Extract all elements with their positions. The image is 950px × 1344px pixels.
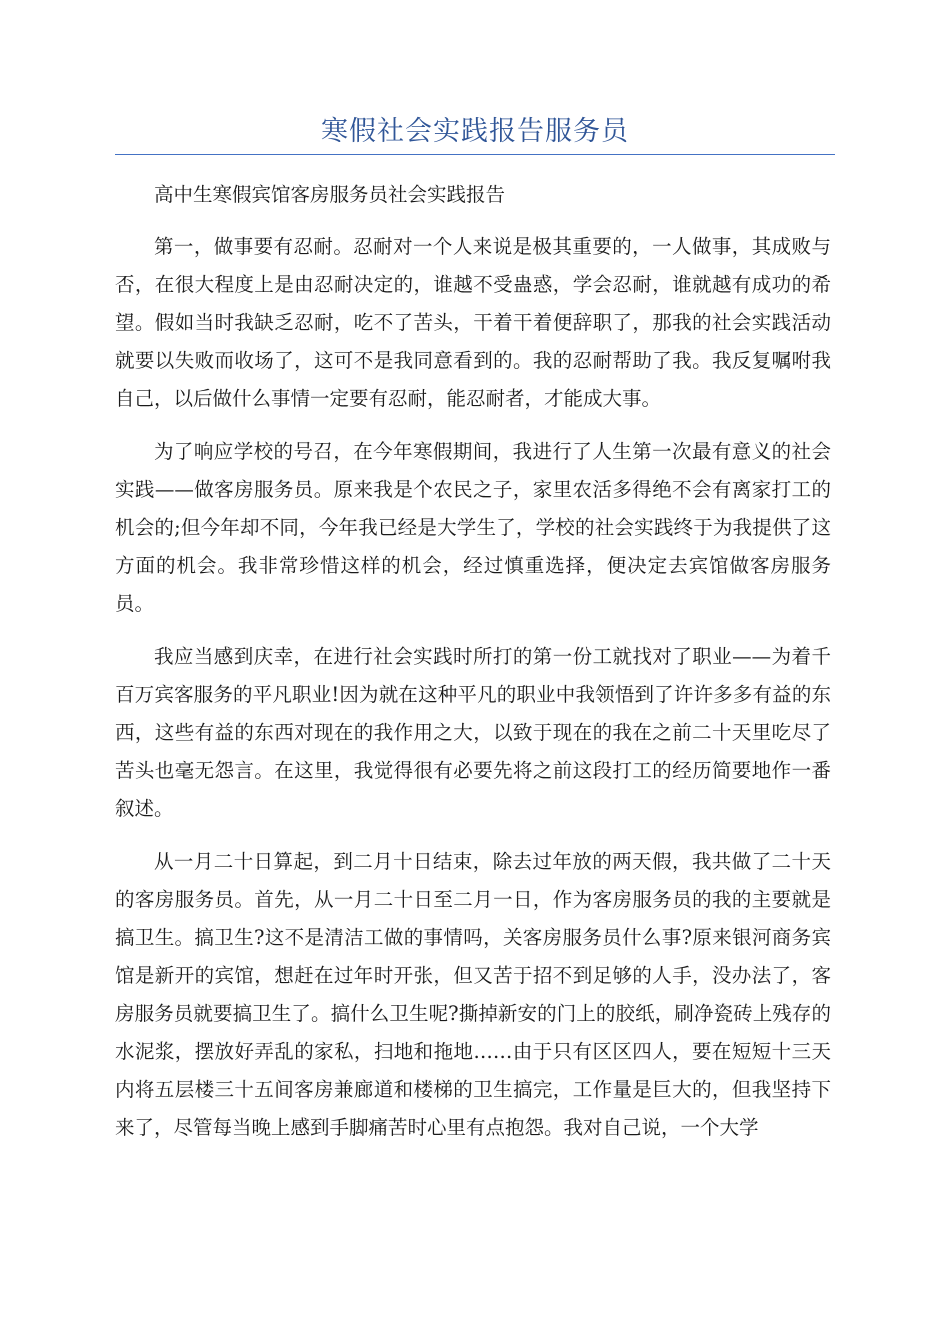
paragraph-1: 第一，做事要有忍耐。忍耐对一个人来说是极其重要的，一人做事，其成败与否，在很大程度上是由忍耐决定的，谁越不受蛊惑，学会忍耐，谁就越有成功的希望。假如当时我缺乏忍耐，吃不了苦头，干着干着便辞职了，那我的社会实践活动就要以失败而收场了，这可不是我同意看到的。我的忍耐帮助了我。我反复嘱咐我自己，以后做什么事情一定要有忍耐，能忍耐者，才能成大事。 xyxy=(115,235,831,410)
document-title: 寒假社会实践报告服务员 xyxy=(321,116,629,147)
title-underline xyxy=(115,154,835,155)
document-body xyxy=(115,176,831,1162)
paragraph-2: 为了响应学校的号召，在今年寒假期间，我进行了人生第一次最有意义的社会实践——做客房服务员。原来我是个农民之子，家里农活多得绝不会有离家打工的机会的;但今年却不同，今年我已经是大学生了，学校的社会实践终于为我提供了这方面的机会。我非常珍惜这样的机会，经过慎重选择，便决定去宾馆做客房服务员。 xyxy=(115,440,831,615)
paragraph-3: 我应当感到庆幸，在进行社会实践时所打的第一份工就找对了职业——为着千百万宾客服务的平凡职业!因为就在这种平凡的职业中我领悟到了许许多多有益的东西，这些有益的东西对现在的我作用之大，以致于现在的我在之前二十天里吃尽了苦头也毫无怨言。在这里，我觉得很有必要先将之前这段打工的经历简要地作一番叙述。 xyxy=(115,645,831,820)
document-subtitle: 高中生寒假宾馆客房服务员社会实践报告 xyxy=(154,183,506,206)
paragraph-4: 从一月二十日算起，到二月十日结束，除去过年放的两天假，我共做了二十天的客房服务员。首先，从一月二十日至二月一日，作为客房服务员的我的主要就是搞卫生。搞卫生?这不是清洁工做的事情吗，关客房服务员什么事?原来银河商务宾馆是新开的宾馆，想赶在过年时开张，但又苦于招不到足够的人手，没办法了，客房服务员就要搞卫生了。搞什么卫生呢?撕掉新安的门上的胶纸，刷净瓷砖上残存的水泥浆，摆放好弄乱的家私，扫地和拖地……由于只有区区四人，要在短短十三天内将五层楼三十五间客房兼廊道和楼梯的卫生搞完，工作量是巨大的，但我坚持下来了，尽管每当晚上感到手脚痛苦时心里有点抱怨。我对自己说，一个大学 xyxy=(115,850,831,1139)
